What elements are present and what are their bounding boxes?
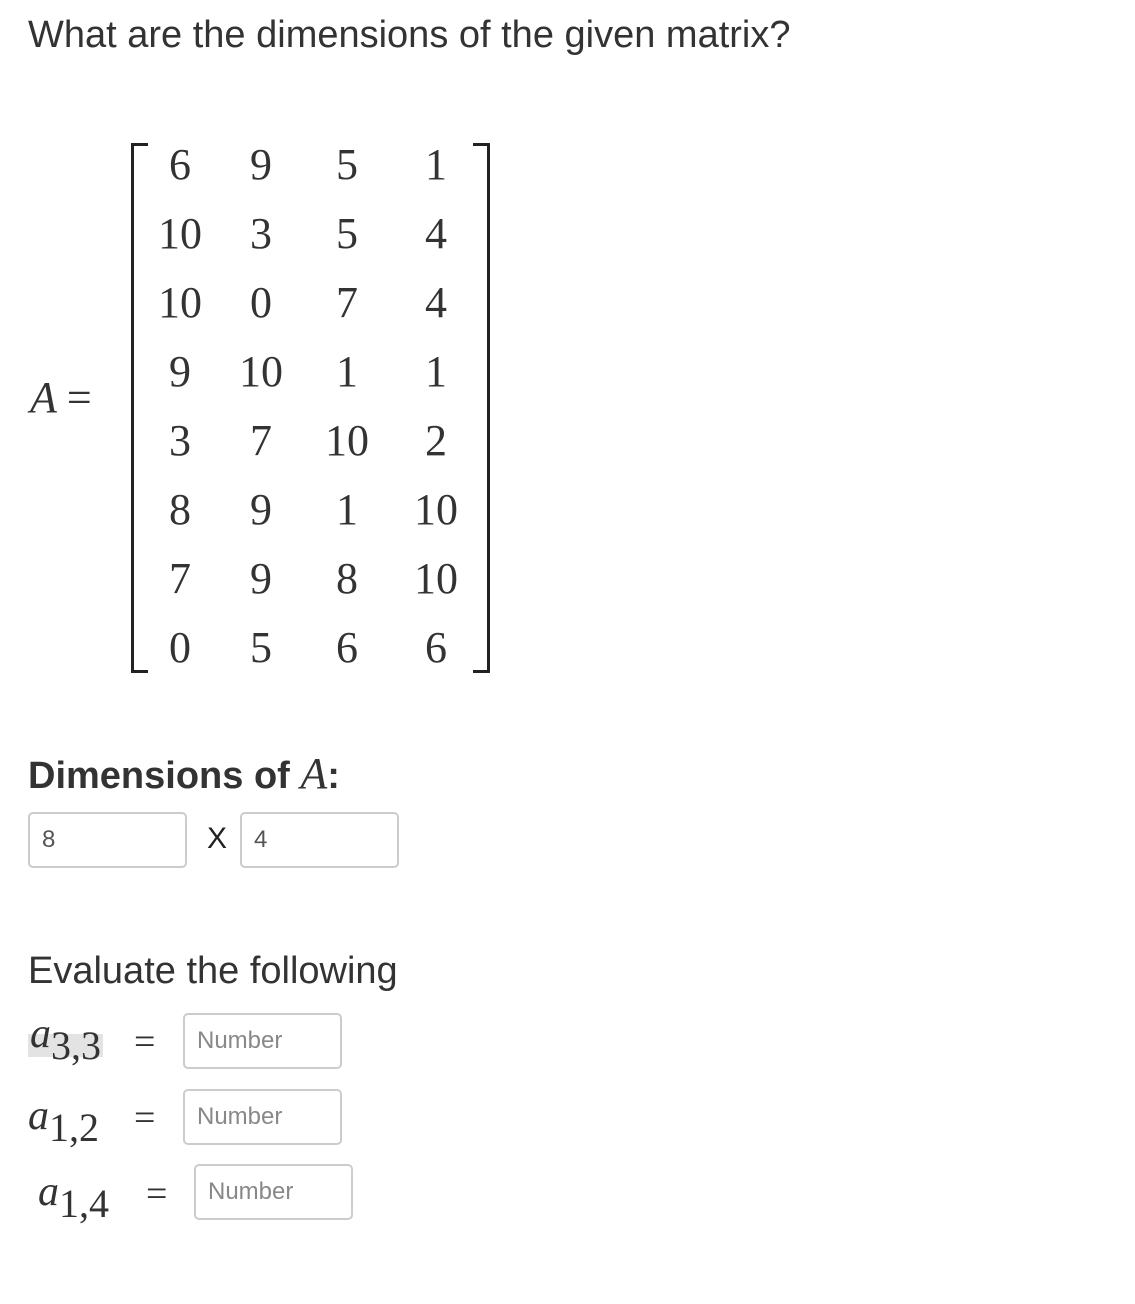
columns-input[interactable]	[240, 812, 399, 868]
a33-input[interactable]	[183, 1013, 342, 1069]
matrix-cell: 2	[425, 416, 447, 465]
entry-var: a	[28, 1093, 49, 1139]
matrix-cell: 4	[425, 278, 447, 327]
dimensions-heading	[28, 748, 340, 799]
evaluate-heading: Evaluate the following	[28, 950, 398, 992]
matrix-cell: 1	[336, 347, 358, 396]
matrix-cell: 10	[325, 416, 369, 465]
matrix-grid	[142, 136, 482, 688]
matrix-cell: 1	[425, 140, 447, 189]
dimensions-heading-suffix: :	[327, 755, 340, 797]
matrix-cell: 6	[169, 140, 191, 189]
entry-label-a33	[28, 1010, 103, 1068]
entry-label-a14	[38, 1168, 109, 1226]
matrix-cell: 4	[425, 209, 447, 258]
dimensions-heading-prefix: Dimensions of	[28, 755, 301, 797]
entry-var: a	[38, 1169, 59, 1215]
matrix-cell: 10	[158, 278, 202, 327]
equals-sign: =	[134, 1097, 156, 1139]
matrix-cell: 5	[336, 209, 358, 258]
matrix-cell: 6	[336, 623, 358, 672]
a12-input[interactable]	[183, 1089, 342, 1145]
matrix-cell: 1	[336, 485, 358, 534]
matrix-cell: 8	[169, 485, 191, 534]
equals-sign: =	[146, 1173, 168, 1215]
matrix-cell: 10	[414, 485, 458, 534]
a14-input[interactable]	[194, 1164, 353, 1220]
matrix-cell: 3	[169, 416, 191, 465]
matrix-cell: 5	[336, 140, 358, 189]
matrix-cell: 10	[239, 347, 283, 396]
matrix-equals-sign: =	[66, 373, 92, 422]
matrix-cell: 7	[336, 278, 358, 327]
entry-subscript: 1,2	[49, 1105, 99, 1150]
matrix-cell: 9	[250, 554, 272, 603]
matrix-cell: 0	[250, 278, 272, 327]
matrix-cell: 0	[169, 623, 191, 672]
entry-label-a12	[28, 1092, 99, 1150]
rows-input[interactable]	[28, 812, 187, 868]
entry-var: a	[30, 1011, 51, 1057]
matrix-cell: 1	[425, 347, 447, 396]
matrix-cell: 6	[425, 623, 447, 672]
matrix-cell: 9	[250, 140, 272, 189]
equals-sign: =	[134, 1021, 156, 1063]
question-text: What are the dimensions of the given matrix?	[28, 14, 791, 56]
entry-subscript: 1,4	[59, 1181, 109, 1226]
matrix-cell: 9	[169, 347, 191, 396]
dimensions-heading-var: A	[300, 749, 328, 798]
matrix-cell: 8	[336, 554, 358, 603]
matrix-cell: 10	[414, 554, 458, 603]
matrix-cell: 3	[250, 209, 272, 258]
times-sign: X	[207, 822, 228, 855]
matrix-name: A	[30, 373, 57, 422]
entry-subscript: 3,3	[51, 1023, 101, 1068]
matrix-label	[30, 372, 92, 423]
matrix-cell: 5	[250, 623, 272, 672]
matrix-cell: 10	[158, 209, 202, 258]
matrix-cell: 7	[169, 554, 191, 603]
matrix-cell: 7	[250, 416, 272, 465]
matrix-cell: 9	[250, 485, 272, 534]
